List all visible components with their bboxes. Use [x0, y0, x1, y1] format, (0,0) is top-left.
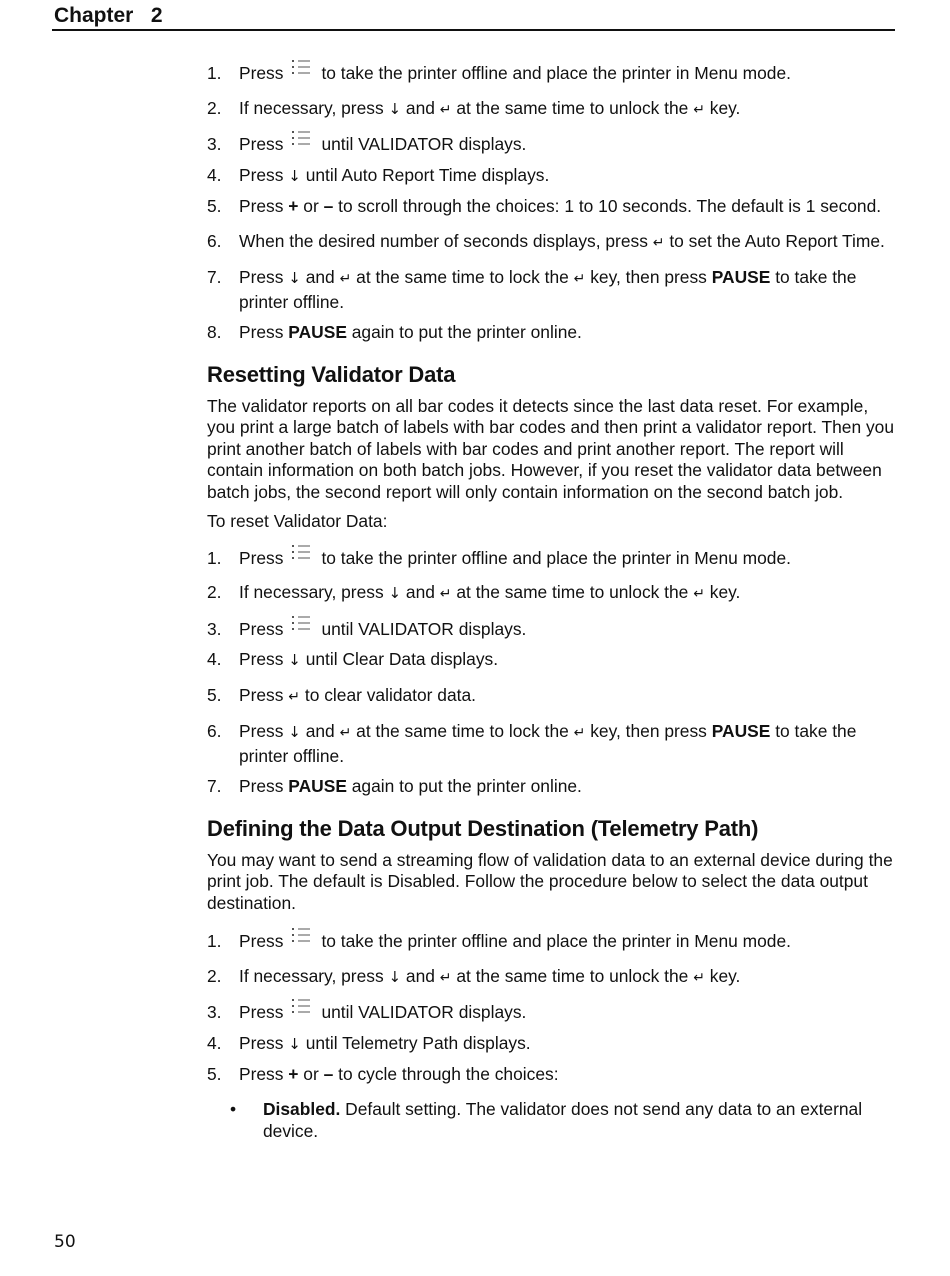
step-text: at the same time to lock the [356, 721, 569, 741]
menu-list-icon [292, 1001, 314, 1019]
step-item [207, 97, 897, 122]
step-number: 6. [207, 230, 222, 251]
enter-key-icon: ↵ [439, 101, 452, 118]
step-text: to take the printer offline and place the printer in Menu mode. [321, 931, 791, 951]
enter-key-icon: ↵ [288, 688, 301, 705]
step-number: 1. [207, 547, 222, 568]
step-number: 2. [207, 582, 222, 602]
step-item [207, 930, 897, 953]
section-heading: Defining the Data Output Destination (Telemetry Path) [207, 815, 759, 841]
step-text: If necessary, press [239, 582, 384, 602]
step-text: at the same time to unlock the [456, 97, 689, 118]
enter-key-icon: ↵ [693, 101, 705, 118]
minus-key: – [323, 1064, 334, 1084]
enter-key-icon: ↵ [339, 271, 352, 287]
step-number: 2. [207, 97, 222, 118]
down-arrow-key-icon: ↓ [288, 651, 301, 669]
step-item [207, 164, 897, 188]
telemetry-path-steps [207, 930, 897, 1086]
step-number: 7. [207, 776, 222, 796]
step-text: to cycle through the choices: [338, 1064, 559, 1084]
step-number: 4. [207, 649, 222, 669]
pause-key-label: PAUSE [711, 267, 771, 287]
step-text: Press [239, 776, 284, 796]
step-text: Press [239, 684, 284, 705]
procedure-intro: To reset Validator Data: [207, 511, 388, 531]
step-text: Press [239, 721, 284, 741]
step-number: 5. [207, 684, 222, 705]
plus-key: + [288, 1064, 299, 1084]
step-text: Press [239, 322, 284, 342]
step-text: until Clear Data displays. [305, 649, 499, 669]
menu-list-icon [292, 62, 314, 80]
minus-key: – [323, 196, 334, 216]
down-arrow-key-icon: ↓ [288, 723, 301, 741]
step-item [207, 965, 897, 990]
choice-description: Default setting. The validator does not send any data to an external device. [263, 1098, 863, 1141]
chapter-label: Chapter 2 [54, 4, 163, 27]
step-number: 1. [207, 931, 222, 951]
step-text: until VALIDATOR displays. [321, 618, 527, 639]
step-text: Press [239, 267, 284, 287]
step-text: Press [239, 618, 284, 639]
step-item [207, 720, 897, 767]
step-item [207, 618, 897, 641]
step-number: 6. [207, 721, 222, 741]
step-text: Press [239, 931, 284, 951]
step-text: key, then press [590, 267, 707, 287]
step-text: Press [239, 1002, 284, 1022]
step-text: Press [239, 164, 284, 185]
step-text: to take the printer offline. [239, 721, 857, 766]
step-text: or [303, 196, 319, 216]
step-number: 5. [207, 196, 222, 216]
enter-key-icon: ↵ [693, 586, 705, 602]
step-text: and [305, 267, 335, 287]
step-text: again to put the printer online. [351, 322, 582, 342]
step-text: key, then press [590, 721, 707, 741]
step-text: at the same time to unlock the [456, 582, 689, 602]
step-number: 3. [207, 1002, 222, 1022]
step-text: to take the printer offline and place the printer in Menu mode. [321, 547, 791, 568]
enter-key-icon: ↵ [693, 969, 705, 986]
step-number: 3. [207, 618, 222, 639]
enter-key-icon: ↵ [339, 725, 352, 741]
step-text: key. [709, 582, 741, 602]
menu-list-icon [292, 618, 314, 636]
step-text: If necessary, press [239, 965, 384, 986]
reset-validator-steps [207, 547, 897, 798]
step-item [207, 581, 897, 606]
step-number: 7. [207, 267, 222, 287]
step-text: until VALIDATOR displays. [321, 1002, 527, 1022]
pause-key-label: PAUSE [288, 322, 347, 342]
bullet-dot: • [230, 1098, 237, 1119]
step-item [207, 648, 897, 672]
step-number: 4. [207, 1032, 222, 1053]
auto-report-time-steps [207, 62, 897, 344]
enter-key-icon: ↵ [573, 271, 586, 287]
menu-list-icon [292, 133, 314, 151]
page-content [207, 62, 897, 1142]
down-arrow-key-icon: ↓ [288, 1034, 301, 1053]
step-text: to set the Auto Report Time. [669, 230, 885, 251]
enter-key-icon: ↵ [573, 725, 586, 741]
step-text: When the desired number of seconds displays, press [239, 230, 648, 251]
down-arrow-key-icon: ↓ [388, 99, 402, 118]
step-number: 3. [207, 134, 222, 154]
pause-key-label: PAUSE [288, 776, 347, 796]
step-item [207, 684, 897, 709]
step-text: and [405, 582, 435, 602]
step-item [207, 1032, 897, 1056]
step-text: to scroll through the choices: 1 to 10 seconds. The default is 1 second. [338, 196, 882, 216]
step-text: until Telemetry Path displays. [305, 1032, 531, 1053]
plus-key: + [288, 196, 299, 216]
step-number: 1. [207, 63, 222, 83]
page-number: 50 [54, 1232, 76, 1252]
step-text: again to put the printer online. [351, 776, 582, 796]
step-text: until Auto Report Time displays. [305, 164, 550, 185]
step-item [207, 1001, 897, 1024]
step-item [207, 62, 897, 85]
list-item [207, 1098, 897, 1142]
step-text: to clear validator data. [304, 684, 476, 705]
step-item [207, 266, 897, 313]
step-item [207, 1063, 897, 1086]
section-paragraph: The validator reports on all bar codes it detects since the last data reset. For example, you print a large batch of labels with bar codes and then print a validator report. Then you print another batch of labels with bar codes and print another report. The report will contain information on both batch jobs. However, if you reset the validator data between batch jobs, the second report will only contain information on the second batch job. [207, 395, 895, 502]
down-arrow-key-icon: ↓ [288, 166, 301, 185]
menu-list-icon [292, 930, 314, 948]
step-text: If necessary, press [239, 97, 384, 118]
enter-key-icon: ↵ [439, 969, 452, 986]
section-heading: Resetting Validator Data [207, 361, 456, 387]
section-paragraph: You may want to send a streaming flow of validation data to an external device during the print job. The default is Disabled. Follow the procedure below to select the data output destination. [207, 849, 893, 913]
step-text: at the same time to unlock the [456, 965, 689, 986]
step-number: 8. [207, 322, 222, 342]
step-text: and [405, 965, 435, 986]
choice-label: Disabled. [263, 1098, 341, 1119]
step-item [207, 321, 897, 344]
menu-list-icon [292, 547, 314, 565]
enter-key-icon: ↵ [439, 586, 452, 602]
down-arrow-key-icon: ↓ [288, 269, 301, 287]
step-text: to take the printer offline and place the printer in Menu mode. [321, 63, 791, 83]
down-arrow-key-icon: ↓ [388, 584, 402, 602]
step-text: or [303, 1064, 319, 1084]
chapter-header [52, 3, 895, 31]
pause-key-label: PAUSE [711, 721, 771, 741]
step-text: and [305, 721, 335, 741]
step-text: and [405, 97, 435, 118]
step-text: Press [239, 63, 284, 83]
step-text: Press [239, 134, 284, 154]
step-item [207, 195, 897, 218]
step-text: at the same time to lock the [356, 267, 569, 287]
step-text: to take the printer offline. [239, 267, 857, 312]
step-item [207, 547, 897, 570]
step-text: key. [709, 965, 741, 986]
step-item [207, 230, 897, 255]
telemetry-choices [207, 1098, 897, 1142]
step-number: 2. [207, 965, 222, 986]
step-text: Press [239, 649, 284, 669]
step-number: 4. [207, 164, 222, 185]
down-arrow-key-icon: ↓ [388, 967, 402, 986]
step-item [207, 775, 897, 798]
step-text: key. [709, 97, 741, 118]
step-item [207, 133, 897, 156]
step-text: Press [239, 1032, 284, 1053]
step-text: Press [239, 196, 284, 216]
step-text: Press [239, 547, 284, 568]
step-text: Press [239, 1064, 284, 1084]
step-number: 5. [207, 1064, 222, 1084]
step-text: until VALIDATOR displays. [321, 134, 527, 154]
enter-key-icon: ↵ [652, 234, 665, 251]
